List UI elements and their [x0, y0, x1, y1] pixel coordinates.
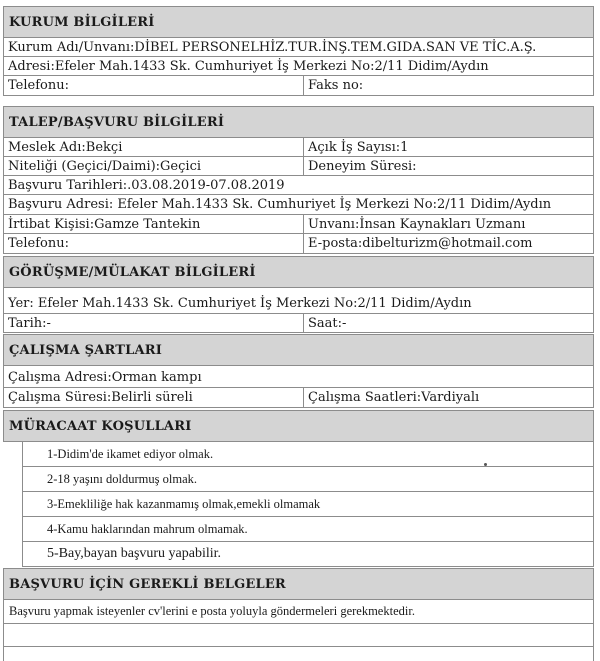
section-calisma-header — [3, 334, 594, 366]
section-muracaat-header — [3, 410, 594, 442]
kurum-adi: Kurum Adı/Unvanı:DİBEL PERSONELHİZ.TUR.İNŞ.TEM.GIDA.SAN VE TİC.A.Ş. — [8, 39, 537, 55]
gorusme-yer: Yer: Efeler Mah.1433 Sk. Cumhuriyet İş Merkezi No:2/11 Didim/Aydın — [8, 296, 472, 311]
section-muracaat-title: MÜRACAAT KOŞULLARI — [9, 418, 192, 434]
calisma-adres-row — [3, 366, 594, 388]
gorusme-tarih: Tarih:- — [4, 314, 304, 332]
gorusme-tarih-row — [3, 314, 594, 333]
kurum-phone-row — [3, 76, 594, 96]
calisma-saatler: Çalışma Saatleri:Vardiyalı — [308, 390, 480, 405]
talep-niteligi: Niteliği (Geçici/Daimi):Geçici — [4, 157, 304, 175]
gorusme-yer-row — [3, 288, 594, 314]
talep-tarih-row — [3, 176, 594, 195]
talep-deneyim: Deneyim Süresi: — [308, 158, 417, 174]
gorusme-saat: Saat:- — [308, 315, 347, 331]
kurum-name-row — [3, 38, 594, 57]
talep-nitelik-row — [3, 157, 594, 176]
talep-unvani: Unvanı:İnsan Kaynakları Uzmanı — [308, 216, 526, 232]
section-talep-header — [3, 106, 594, 138]
kurum-address-row — [3, 57, 594, 76]
section-talep-title: TALEP/BAŞVURU BİLGİLERİ — [9, 114, 225, 130]
calisma-adres: Çalışma Adresi:Orman kampı — [8, 370, 202, 385]
muracaat-item: 3-Emekliliğe hak kazanmamış olmak,emekli olmamak — [22, 492, 594, 517]
kurum-faks: Faks no: — [308, 78, 364, 93]
section-calisma-title: ÇALIŞMA ŞARTLARI — [9, 342, 163, 358]
blank-row — [3, 624, 594, 647]
talep-irtibat: İrtibat Kişisi:Gamze Tantekin — [4, 215, 304, 233]
section-belgeler-header — [3, 568, 594, 600]
section-belgeler-title: BAŞVURU İÇİN GEREKLİ BELGELER — [9, 576, 286, 592]
speck-mark — [484, 463, 487, 466]
section-kurum-title: KURUM BİLGİLERİ — [9, 14, 155, 30]
talep-tarihler: Başvuru Tarihleri:.03.08.2019-07.08.2019 — [8, 177, 285, 193]
belgeler-text: Başvuru yapmak isteyenler cv'lerini e posta yoluyla göndermeleri gerekmektedir. — [3, 600, 594, 624]
talep-adres-row — [3, 195, 594, 215]
muracaat-item: 1-Didim'de ikamet ediyor olmak. — [22, 442, 594, 467]
calisma-sure: Çalışma Süresi:Belirli süreli — [4, 388, 304, 407]
talep-meslek-row — [3, 138, 594, 157]
talep-meslek: Meslek Adı:Bekçi — [4, 138, 304, 156]
section-gorusme-header — [3, 256, 594, 288]
blank-row — [3, 647, 594, 661]
talep-adres: Başvuru Adresi: Efeler Mah.1433 Sk. Cumhuriyet İş Merkezi No:2/11 Didim/Aydın — [8, 197, 552, 212]
section-kurum-header — [3, 6, 594, 38]
muracaat-item: 2-18 yaşını doldurmuş olmak. — [22, 467, 594, 492]
kurum-adres: Adresi:Efeler Mah.1433 Sk. Cumhuriyet İş Merkezi No:2/11 Didim/Aydın — [8, 58, 489, 74]
muracaat-item: 4-Kamu haklarından mahrum olmamak. — [22, 517, 594, 542]
talep-acik-is: Açık İş Sayısı:1 — [308, 139, 409, 155]
talep-eposta: E-posta:dibelturizm@hotmail.com — [308, 236, 533, 251]
section-gorusme-title: GÖRÜŞME/MÜLAKAT BİLGİLERİ — [9, 264, 256, 280]
calisma-sure-row — [3, 388, 594, 408]
talep-telefon-row — [3, 234, 594, 254]
muracaat-item: 5-Bay,bayan başvuru yapabilir. — [22, 542, 594, 567]
talep-irtibat-row — [3, 215, 594, 234]
kurum-telefon: Telefonu: — [4, 76, 304, 95]
talep-telefon: Telefonu: — [4, 234, 304, 253]
